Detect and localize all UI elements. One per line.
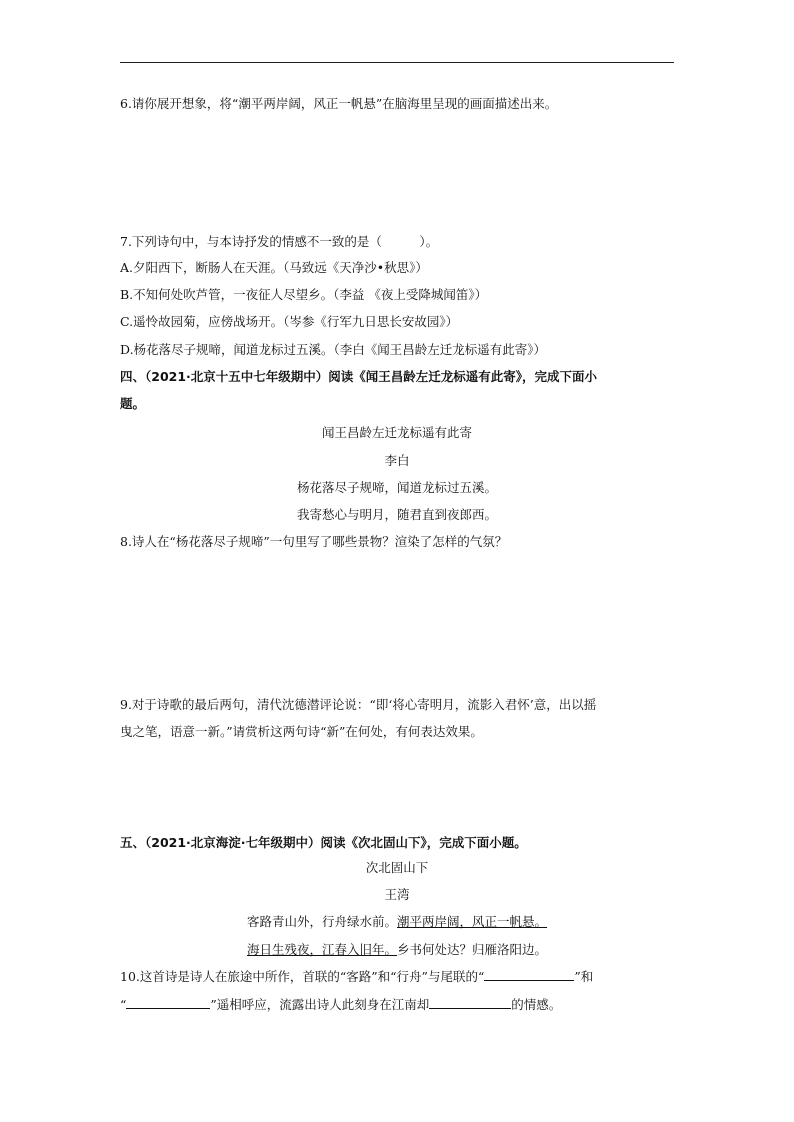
- question-9: 9.对于诗歌的最后两句，清代沈德潜评论说：“即‘将心寄明月，流影入君怀’意，出以摇: [120, 697, 597, 712]
- poem-author: 王湾: [384, 887, 410, 902]
- question-7-stem: 7.下列诗句中，与本诗抒发的情感不一致的是（ ）。: [120, 234, 439, 249]
- poem-line-text: 客路青山外，行舟绿水前。: [246, 914, 397, 929]
- poem-line-text: 乡书何处达？归雁洛阳边。: [397, 942, 548, 957]
- answer-blank[interactable]: [126, 994, 210, 1009]
- question-10: [120, 966, 593, 987]
- header-rule: [120, 62, 674, 63]
- answer-blank[interactable]: [429, 994, 511, 1009]
- poem-title: 次北固山下: [365, 860, 429, 875]
- question-10-text: 的情感。: [511, 997, 562, 1012]
- question-7-option-c: C.遥怜故园菊，应傍战场开。（岑参《行军九日思长安故园》）: [120, 314, 459, 329]
- question-10-cont: [120, 994, 561, 1015]
- poem-line: [120, 940, 674, 960]
- underlined-line: 潮平两岸阔，风正一帆悬。: [397, 914, 548, 929]
- question-7-option-d: D.杨花落尽子规啼，闻道龙标过五溪。（李白《闻王昌龄左迁龙标遥有此寄》）: [120, 342, 547, 357]
- question-7-option-b: B.不知何处吹芦管，一夜征人尽望乡。（李益 《夜上受降城闻笛》）: [120, 287, 488, 302]
- section-5-heading: 五、（2021·北京海淀·七年级期中）阅读《次北固山下》，完成下面小题。: [120, 835, 527, 850]
- question-8: 8.诗人在“杨花落尽子规啼”一句里写了哪些景物？渲染了怎样的气氛？: [120, 534, 508, 549]
- section-4-heading-cont: 题。: [120, 396, 146, 411]
- question-10-text: 10.这首诗是诗人在旅途中所作，首联的“客路”和“行舟”与尾联的“: [120, 969, 485, 984]
- question-7-option-a: A.夕阳西下，断肠人在天涯。（马致远《天净沙•秋思》）: [120, 260, 428, 275]
- question-6: 6.请你展开想象，将“潮平两岸阔，风正一帆悬”在脑海里呈现的画面描述出来。: [120, 96, 558, 111]
- question-9-cont: 曳之笔，语意一新。”请赏析这两句诗“新”在何处，有何表达效果。: [120, 724, 483, 739]
- section-4-heading: 四、（2021·北京十五中七年级期中）阅读《闻王昌龄左迁龙标遥有此寄》，完成下面小: [120, 369, 598, 384]
- answer-blank[interactable]: [484, 966, 574, 981]
- poem-line: [120, 912, 674, 932]
- underlined-line: 海日生残夜，江春入旧年。: [246, 942, 397, 957]
- question-10-text: ”和: [574, 969, 594, 984]
- poem-author: 李白: [384, 453, 410, 468]
- question-10-text: ”遥相呼应，流露出诗人此刻身在江南却: [210, 997, 430, 1012]
- poem-line: 我寄愁心与明月，随君直到夜郎西。: [296, 507, 497, 522]
- poem-line: 杨花落尽子规啼，闻道龙标过五溪。: [296, 480, 497, 495]
- poem-title: 闻王昌龄左迁龙标遥有此寄: [321, 425, 472, 440]
- question-10-text: “: [120, 997, 127, 1012]
